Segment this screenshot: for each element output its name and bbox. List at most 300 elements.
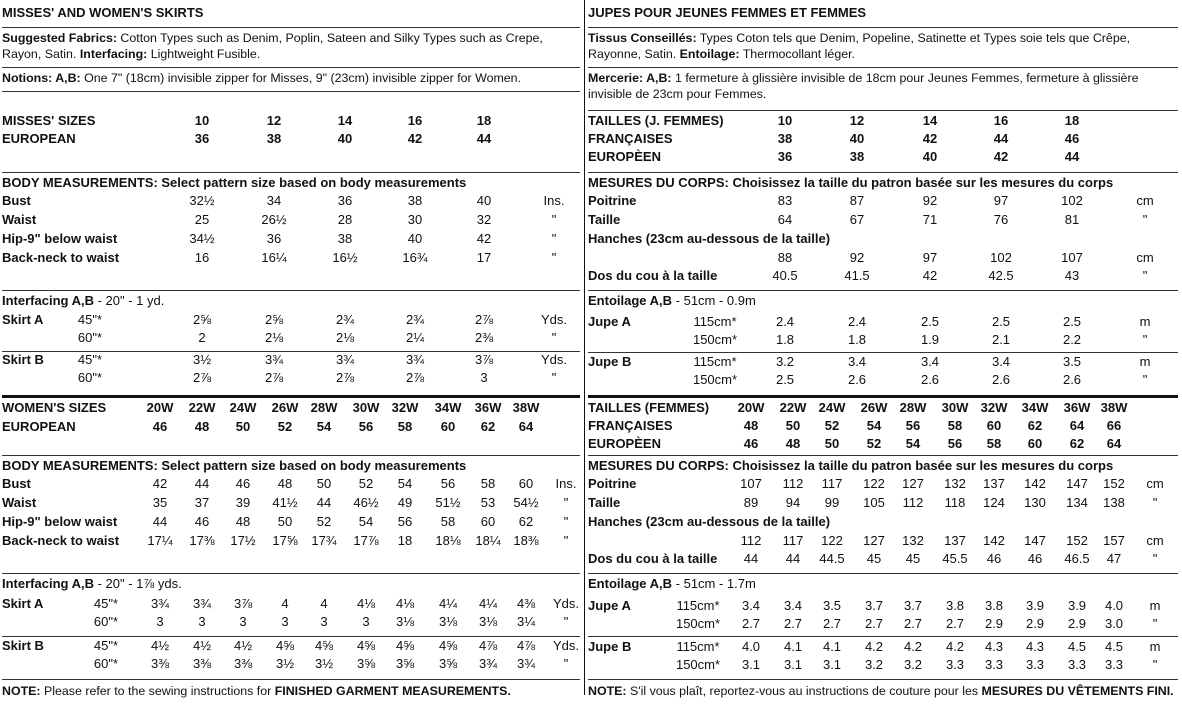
en-misses-size-row-cell: 10 [194, 113, 210, 128]
en-note-bold: FINISHED GARMENT MEASUREMENTS. [274, 684, 511, 698]
en-women-yardage-row-cell: 3⅜ [192, 656, 212, 671]
fr-misses-european-row-cell: 40 [922, 149, 938, 164]
fr-misses-size-row-cell: 14 [922, 113, 938, 128]
en-note-text: Please refer to the sewing instructions for [40, 684, 275, 698]
fr-women-hip-row-cell: 142 [983, 533, 1005, 548]
en-misses-yardage-row-cell: 2⅞ [192, 370, 212, 385]
en-women-yardage-row-cell: 3 [156, 614, 164, 629]
en-misses-body-row-cell: 25 [194, 212, 210, 227]
en-women-body-row-cell: 60 [480, 514, 496, 529]
fr-women-back-row-label: Dos du cou à la taille [588, 551, 718, 566]
en-women-body-row-cell: 54 [397, 476, 413, 491]
en-misses-fabric-width: 60"* [77, 370, 103, 385]
en-women-european-row-label: EUROPEAN [2, 419, 76, 434]
en-women-yardage-row-cell: 4⅝ [438, 638, 458, 653]
en-misses-yardage-row-cell: 3½ [192, 352, 212, 367]
en-women-body-row-cell: 41½ [272, 495, 298, 510]
en-women-fabric-width: 60"* [93, 656, 119, 671]
en-misses-body-row-cell: 32½ [189, 193, 215, 208]
fr-women-hip-row-cell: 122 [821, 533, 843, 548]
fr-women-size-row-cell: 34W [1021, 400, 1049, 415]
en-women-size-row-cell: 20W [146, 400, 174, 415]
en-women-size-row-cell: 26W [271, 400, 299, 415]
en-misses-body-row-cell: 40 [407, 231, 423, 246]
fr-women-european-row-cell: 54 [905, 436, 921, 451]
en-women-yardage-row-cell: 4⅛ [356, 596, 376, 611]
fr-women-body-row-cell: 127 [902, 476, 924, 491]
fr-women-hip-row-cell: 137 [944, 533, 966, 548]
fr-misses-yardage-row-cell: 2.5 [920, 314, 940, 329]
fr-women-yardage-row-cell: 3.1 [741, 657, 761, 672]
fr-misses-yardage-row-cell: 1.8 [847, 332, 867, 347]
en-women-yardage-row-cell: 3⅛ [438, 614, 458, 629]
en-women-yardage-row-cell: 4½ [233, 638, 253, 653]
en-women-body-row-cell: 48 [277, 476, 293, 491]
fr-women-european-row-cell: 60 [1027, 436, 1043, 451]
en-women-yardage-row-cell: 3½ [275, 656, 295, 671]
fr-misses-hip-row-unit: cm [1136, 250, 1154, 265]
fr-misses-body-row-cell: 83 [777, 193, 793, 208]
en-women-body-row-label: Back-neck to waist [2, 533, 120, 548]
fr-misses-yardage-row-cell: 2.2 [1062, 332, 1082, 347]
fr-women-yardage-row-cell: 2.9 [984, 616, 1004, 631]
fr-women-hip-row-cell: 147 [1024, 533, 1046, 548]
en-women-body-row-cell: 46 [235, 476, 251, 491]
fr-women-francaises-row-cell: 64 [1069, 418, 1085, 433]
fr-misses-interfacing [588, 294, 756, 308]
column-divider [584, 0, 585, 695]
fr-women-size-row-cell: 24W [818, 400, 846, 415]
fr-women-francaises-row-cell: 56 [905, 418, 921, 433]
en-misses-yardage-row-cell: 2 [198, 330, 206, 345]
fr-misses-body-row-label: Taille [588, 212, 621, 227]
en-women-yardage-row-cell: 4¼ [438, 596, 458, 611]
fr-women-size-row-label: TAILLES (FEMMES) [588, 400, 710, 415]
en-misses-body-row-unit: " [551, 250, 557, 265]
fr-women-yardage-label: Jupe B [588, 639, 632, 654]
fr-women-size-row-cell: 28W [899, 400, 927, 415]
en-women-european-row-cell: 54 [316, 419, 332, 434]
en-misses-body-row-cell: 40 [476, 193, 492, 208]
fr-misses-yardage-row-cell: 2.5 [991, 314, 1011, 329]
en-women-body-row-unit: " [563, 495, 569, 510]
en-misses-body-row-cell: 17 [476, 250, 492, 265]
en-misses-yardage-row-cell: 2¾ [405, 312, 425, 327]
fr-women-yardage-row-cell: 3.0 [1104, 616, 1124, 631]
en-misses-body-row-cell: 28 [337, 212, 353, 227]
en-women-european-row-cell: 62 [480, 419, 496, 434]
fr-women-european-row-cell: 48 [785, 436, 801, 451]
fr-women-yardage-row-cell: 3.4 [741, 598, 761, 613]
fr-misses-body-row-unit: " [1142, 212, 1148, 227]
en-women-yardage-row-cell: 3⅞ [233, 596, 253, 611]
fr-women-hip-row-cell: 157 [1103, 533, 1125, 548]
en-women-european-row-cell: 56 [358, 419, 374, 434]
fr-women-yardage-row-cell: 4.2 [945, 639, 965, 654]
en-women-yardage-row-unit: " [563, 614, 569, 629]
en-women-size-row-cell: 24W [229, 400, 257, 415]
en-misses-fabric-width: 45"* [77, 312, 103, 327]
fr-women-body-row-cell: 134 [1066, 495, 1088, 510]
fr-women-yardage-row-cell: 3.3 [984, 657, 1004, 672]
en-misses-yardage-row-cell: 3¾ [335, 352, 355, 367]
en-misses-size-row-cell: 12 [266, 113, 282, 128]
en-interfacing-label: Interfacing: [79, 47, 148, 61]
fr-women-yardage-row-cell: 4.0 [741, 639, 761, 654]
en-women-yardage-row-cell: 3¾ [478, 656, 498, 671]
fr-misses-yardage-row-cell: 2.4 [775, 314, 795, 329]
en-women-interfacing-text: - 20" - 1⅞ yds. [93, 576, 182, 591]
fr-misses-francaises-row-cell: 40 [849, 131, 865, 146]
fr-women-european-row-cell: 52 [866, 436, 882, 451]
en-women-yardage-row-cell: 3⅛ [478, 614, 498, 629]
fr-misses-body-row-cell: 87 [849, 193, 865, 208]
fr-women-body-row-label: Taille [588, 495, 621, 510]
en-notions-label: Notions: A,B: [2, 71, 81, 85]
en-misses-yardage-row-cell: 2⅛ [335, 330, 355, 345]
en-misses-body-row-cell: 34½ [189, 231, 215, 246]
en-misses-body-row-cell: 34 [266, 193, 282, 208]
fr-misses-yardage-label: Jupe A [588, 314, 631, 329]
fr-misses-back-row-cell: 42.5 [988, 268, 1014, 283]
en-women-body-row-cell: 17¾ [311, 533, 337, 548]
fr-women-yardage-row-cell: 2.9 [1067, 616, 1087, 631]
en-women-body-row-cell: 49 [397, 495, 413, 510]
fr-women-body-row-cell: 142 [1024, 476, 1046, 491]
fr-misses-yardage-row-cell: 1.9 [920, 332, 940, 347]
en-women-body-row-cell: 44 [152, 514, 168, 529]
en-misses-yardage-label: Skirt B [2, 352, 44, 367]
fr-note [588, 679, 1178, 699]
en-women-yardage-row-cell: 4 [320, 596, 328, 611]
fr-women-yardage-row-cell: 3.3 [945, 657, 965, 672]
en-misses-body-row-cell: 36 [266, 231, 282, 246]
fr-misses-yardage-row-cell: 1.8 [775, 332, 795, 347]
fr-women-back-row-cell: 45 [905, 551, 921, 566]
fr-women-body-row-unit: cm [1146, 476, 1164, 491]
fr-women-back-row-cell: 46.5 [1064, 551, 1090, 566]
fr-fabrics [588, 27, 1178, 62]
fr-women-body-row-cell: 107 [740, 476, 762, 491]
en-interfacing-text: Lightweight Fusible. [147, 47, 261, 61]
en-women-yardage-row-cell: 3⅜ [233, 656, 253, 671]
en-misses-body-row-cell: 16½ [332, 250, 358, 265]
fr-women-back-row-cell: 44.5 [819, 551, 845, 566]
fr-women-body-row-cell: 89 [743, 495, 759, 510]
fr-women-francaises-row-cell: 66 [1106, 418, 1122, 433]
fr-misses-yardage-row-cell: 2.6 [1062, 372, 1082, 387]
fr-women-yardage-divider [588, 636, 1178, 637]
en-women-yardage-row-cell: 3⅝ [395, 656, 415, 671]
en-misses-body-row-label: Back-neck to waist [2, 250, 120, 265]
en-women-yardage-row-cell: 4⅜ [516, 596, 536, 611]
fr-women-fabric-width: 150cm* [675, 616, 721, 631]
en-women-yardage-row-cell: 3 [239, 614, 247, 629]
fr-misses-hip-row-cell: 88 [777, 250, 793, 265]
fr-misses-yardage-row-cell: 3.5 [1062, 354, 1082, 369]
en-misses-size-row-label: MISSES' SIZES [2, 113, 96, 128]
en-notions-text: One 7" (18cm) invisible zipper for Misses, 9" (23cm) invisible zipper for Women. [80, 71, 522, 85]
fr-women-back-row-cell: 44 [743, 551, 759, 566]
fr-fabrics-text: Types Coton tels que Denim, Popeline, Satinette et Types soie tels que Crêpe, Rayonne, Satin. [588, 31, 1131, 61]
en-women-body-row-cell: 39 [235, 495, 251, 510]
fr-interfacing-label: Entoilage: [679, 47, 740, 61]
en-misses-yardage-label: Skirt A [2, 312, 44, 327]
fr-misses-european-row-cell: 38 [849, 149, 865, 164]
en-misses-yardage-row-unit: " [551, 370, 557, 385]
en-women-fabric-width: 45"* [93, 596, 119, 611]
fr-women-yardage-row-unit: " [1152, 657, 1158, 672]
fr-misses-yardage-row-cell: 3.2 [775, 354, 795, 369]
fr-women-body-row-cell: 117 [821, 476, 843, 491]
fr-women-fabric-width: 115cm* [676, 639, 720, 654]
fr-women-yardage-row-cell: 3.3 [1104, 657, 1124, 672]
en-misses-european-row-cell: 44 [476, 131, 492, 146]
en-women-size-row-cell: 32W [391, 400, 419, 415]
fr-women-body-row-cell: 94 [785, 495, 801, 510]
en-women-yardage-label: Skirt B [2, 638, 44, 653]
fr-women-yardage-row-cell: 2.7 [783, 616, 803, 631]
en-women-size-row-cell: 22W [188, 400, 216, 415]
en-misses-yardage-row-unit: Yds. [540, 352, 568, 367]
fr-misses-body-row-cell: 64 [777, 212, 793, 227]
fr-misses-fabric-width: 115cm* [693, 354, 737, 369]
en-women-body-row-cell: 52 [316, 514, 332, 529]
fr-fabrics-label: Tissus Conseillés: [588, 31, 697, 45]
fr-women-size-row-cell: 22W [779, 400, 807, 415]
fr-women-body-row-cell: 132 [944, 476, 966, 491]
fr-misses-european-row-cell: 36 [777, 149, 793, 164]
fr-misses-body-table [588, 172, 1178, 289]
en-women-interfacing [2, 577, 182, 591]
fr-misses-francaises-row-cell: 44 [993, 131, 1009, 146]
fr-women-yardage-row-cell: 4.5 [1104, 639, 1124, 654]
fr-misses-francaises-row-cell: 38 [777, 131, 793, 146]
en-women-yardage-row-cell: 4⅝ [275, 638, 295, 653]
en-misses-body-row-label: Waist [2, 212, 37, 227]
en-women-yardage-row-cell: 3 [198, 614, 206, 629]
en-women-yardage-row-cell: 4⅞ [478, 638, 498, 653]
fr-women-european-row-cell: 64 [1106, 436, 1122, 451]
en-misses-fabric-width: 45"* [77, 352, 103, 367]
en-misses-european-row-cell: 36 [194, 131, 210, 146]
en-women-interfacing-label: Interfacing A,B [2, 576, 94, 591]
fr-women-francaises-row-cell: 58 [947, 418, 963, 433]
en-women-yardage-row-cell: 4 [281, 596, 289, 611]
fr-women-yardage-row-cell: 3.3 [1067, 657, 1087, 672]
en-women-size-row-label: WOMEN'S SIZES [2, 400, 107, 415]
en-women-body-row-label: Waist [2, 495, 37, 510]
en-women-body-row-cell: 18⅜ [513, 533, 539, 548]
en-misses-body-row-cell: 32 [476, 212, 492, 227]
fr-note-bold: MESURES DU VÊTEMENTS FINI. [981, 684, 1174, 698]
en-women-yardage-row-cell: 4⅞ [516, 638, 536, 653]
fr-women-body-row-cell: 147 [1066, 476, 1088, 491]
en-women-body-row-cell: 42 [152, 476, 168, 491]
en-women-european-row-cell: 46 [152, 419, 168, 434]
en-misses-sizes-table [2, 112, 580, 152]
en-misses-body-row-cell: 16 [194, 250, 210, 265]
en-women-yardage-row-cell: 3¾ [516, 656, 536, 671]
en-women-body-row-cell: 52 [358, 476, 374, 491]
fr-misses-yardage-row-cell: 2.6 [847, 372, 867, 387]
en-women-body-row-cell: 60 [518, 476, 534, 491]
en-women-yardage-row-cell: 3⅜ [150, 656, 170, 671]
en-women-body-row-cell: 58 [440, 514, 456, 529]
en-women-yardage-row-cell: 4½ [150, 638, 170, 653]
fr-women-body-row-cell: 99 [824, 495, 840, 510]
en-women-body-row-label: Bust [2, 476, 31, 491]
fr-misses-yardage-row-cell: 2.5 [775, 372, 795, 387]
en-misses-yardage-row-cell: 3 [480, 370, 488, 385]
fr-misses-francaises-row-cell: 46 [1064, 131, 1080, 146]
en-women-body-row-cell: 17⅜ [189, 533, 215, 548]
en-misses-interfacing [2, 294, 164, 308]
en-misses-european-row-cell: 42 [407, 131, 423, 146]
fr-women-body-row-cell: 112 [782, 476, 804, 491]
en-misses-yardage-row-cell: 2⅜ [474, 330, 494, 345]
fr-women-european-row-cell: 56 [947, 436, 963, 451]
fr-women-body-row-unit: " [1152, 495, 1158, 510]
fr-women-fabric-width: 115cm* [676, 598, 720, 613]
fr-women-yardage-row-cell: 4.3 [984, 639, 1004, 654]
fr-women-hip-row-cell: 152 [1066, 533, 1088, 548]
en-misses-body-row-cell: 36 [337, 193, 353, 208]
fr-women-yardage-row-cell: 3.1 [822, 657, 842, 672]
en-women-body-row-cell: 35 [152, 495, 168, 510]
en-misses-yardage-row-cell: 2⅞ [405, 370, 425, 385]
en-women-yardage-row-cell: 4⅝ [395, 638, 415, 653]
fr-misses-yardage-table [588, 290, 1178, 393]
en-misses-yardage-row-cell: 2⅝ [264, 312, 284, 327]
fr-misses-sizes-table [588, 110, 1178, 169]
en-misses-body-row-cell: 38 [407, 193, 423, 208]
fr-women-yardage-row-unit: " [1152, 616, 1158, 631]
fr-misses-yardage-row-unit: m [1139, 354, 1151, 369]
en-misses-yardage-row-cell: 2¾ [335, 312, 355, 327]
en-women-body-row-cell: 56 [397, 514, 413, 529]
en-note [2, 679, 580, 699]
en-misses-body-row-cell: 42 [476, 231, 492, 246]
fr-women-hip-row-cell: 132 [902, 533, 924, 548]
en-notions [2, 67, 580, 86]
fr-misses-fabric-width: 150cm* [692, 372, 738, 387]
fr-misses-body-row-cell: 81 [1064, 212, 1080, 227]
fr-women-yardage-row-cell: 4.2 [903, 639, 923, 654]
en-misses-yardage-row-unit: " [551, 330, 557, 345]
en-women-yardage-table [2, 573, 580, 678]
en-women-yardage-row-cell: 3⅛ [395, 614, 415, 629]
en-women-european-row-cell: 64 [518, 419, 534, 434]
fr-women-yardage-row-cell: 3.2 [864, 657, 884, 672]
en-women-body-row-cell: 46 [194, 514, 210, 529]
fr-women-sizes-table [588, 395, 1178, 454]
en-women-european-row-cell: 60 [440, 419, 456, 434]
en-misses-body-row-cell: 38 [337, 231, 353, 246]
fr-women-body-row-cell: 152 [1103, 476, 1125, 491]
en-women-yardage-row-cell: 3⅝ [356, 656, 376, 671]
fr-women-size-row-cell: 30W [941, 400, 969, 415]
fr-misses-back-row-cell: 41.5 [844, 268, 870, 283]
fr-misses-yardage-row-cell: 3.4 [920, 354, 940, 369]
en-women-size-row-cell: 36W [474, 400, 502, 415]
en-women-sizes-table [2, 395, 580, 442]
fr-women-hip-row-cell: 112 [740, 533, 762, 548]
fr-misses-interfacing-text: - 51cm - 0.9m [672, 293, 756, 308]
en-misses-yardage-row-cell: 2⅛ [264, 330, 284, 345]
en-note-label: NOTE: [2, 684, 41, 698]
fr-misses-back-row-cell: 40.5 [772, 268, 798, 283]
fr-misses-yardage-row-cell: 2.6 [991, 372, 1011, 387]
fr-women-yardage-row-cell: 3.7 [903, 598, 923, 613]
fr-women-yardage-row-cell: 2.7 [903, 616, 923, 631]
fr-women-size-row-cell: 36W [1063, 400, 1091, 415]
en-women-yardage-row-unit: " [563, 656, 569, 671]
fr-notions [588, 67, 1178, 102]
en-women-yardage-row-cell: 3½ [314, 656, 334, 671]
fr-misses-yardage-row-cell: 2.6 [920, 372, 940, 387]
en-misses-yardage-row-cell: 2⅞ [474, 312, 494, 327]
fr-women-yardage-row-cell: 3.8 [984, 598, 1004, 613]
en-women-yardage-row-cell: 4⅛ [395, 596, 415, 611]
fr-women-european-row-label: EUROPÈEN [588, 436, 661, 451]
en-misses-yardage-row-unit: Yds. [540, 312, 568, 327]
fr-women-interfacing [588, 577, 756, 591]
en-women-fabric-width: 60"* [93, 614, 119, 629]
en-misses-body-row-label: Bust [2, 193, 31, 208]
fr-interfacing-text: Thermocollant léger. [739, 47, 855, 61]
fr-women-yardage-row-unit: m [1149, 598, 1161, 613]
en-women-yardage-label: Skirt A [2, 596, 44, 611]
fr-misses-body-row-cell: 67 [849, 212, 865, 227]
fr-women-european-row-cell: 62 [1069, 436, 1085, 451]
fr-women-francaises-row-cell: 52 [824, 418, 840, 433]
fr-misses-size-row-label: TAILLES (J. FEMMES) [588, 113, 724, 128]
fr-misses-yardage-row-cell: 2.5 [1062, 314, 1082, 329]
fr-misses-yardage-divider [588, 352, 1178, 353]
en-misses-yardage-table [2, 290, 580, 393]
fr-misses-fabric-width: 150cm* [692, 332, 738, 347]
en-women-body-heading: BODY MEASUREMENTS: Select pattern size based on body measurements [2, 458, 467, 473]
en-women-body-row-cell: 58 [480, 476, 496, 491]
en-women-yardage-row-cell: 3¾ [192, 596, 212, 611]
fr-women-back-row-unit: " [1152, 551, 1158, 566]
en-women-yardage-row-unit: Yds. [552, 596, 580, 611]
fr-notions-text: 1 fermeture à glissière invisible de 18cm pour Jeunes Femmes, fermeture à glissière invisible de 23cm pour Femmes. [588, 71, 1139, 101]
fr-women-body-row-cell: 137 [983, 476, 1005, 491]
fr-misses-francaises-row-label: FRANÇAISES [588, 131, 673, 146]
en-misses-yardage-row-cell: 2¼ [405, 330, 425, 345]
fr-women-hip-row-cell: 117 [782, 533, 804, 548]
en-misses-european-row-label: EUROPEAN [2, 131, 76, 146]
fr-women-back-row-cell: 44 [785, 551, 801, 566]
fr-women-yardage-row-cell: 4.2 [864, 639, 884, 654]
en-title: MISSES' AND WOMEN'S SKIRTS [2, 5, 204, 20]
en-women-yardage-row-cell: 4⅝ [356, 638, 376, 653]
fr-women-back-row-cell: 46 [1027, 551, 1043, 566]
fr-women-yardage-row-cell: 3.2 [903, 657, 923, 672]
en-misses-body-row-cell: 16¾ [402, 250, 428, 265]
fr-women-european-row-cell: 50 [824, 436, 840, 451]
fr-misses-hip-row-cell: 97 [922, 250, 938, 265]
en-misses-body-row-label: Hip-9" below waist [2, 231, 118, 246]
en-body-heading: BODY MEASUREMENTS: Select pattern size based on body measurements [2, 175, 467, 190]
en-women-yardage-row-cell: 4¼ [478, 596, 498, 611]
fr-misses-hip-row-cell: 102 [990, 250, 1012, 265]
fr-women-yardage-row-cell: 4.3 [1025, 639, 1045, 654]
fr-misses-yardage-row-cell: 3.4 [991, 354, 1011, 369]
en-women-body-row-unit: Ins. [555, 476, 577, 491]
